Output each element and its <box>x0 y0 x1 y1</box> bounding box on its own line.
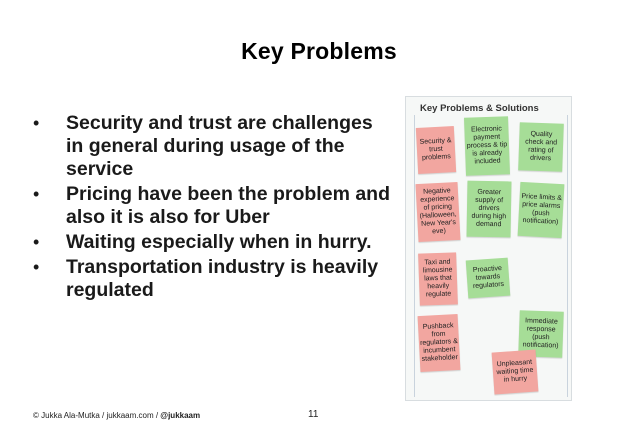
problems-solutions-figure <box>405 96 572 401</box>
slide-title: Key Problems <box>241 38 397 64</box>
bullet-dot: • <box>33 257 40 277</box>
sticky-note-negative: Negative experience of pricing (Halloween, New Year's eve) <box>416 182 461 242</box>
sticky-note-proactive: Proactive towards regulators <box>466 258 511 299</box>
bullet-item <box>33 256 393 302</box>
sticky-note-pushback: Pushback from regulators & incumbent stakeholder <box>418 314 461 372</box>
bullet-dot: • <box>33 232 40 252</box>
sticky-note-electronic: Electronic payment process & tip is already included <box>464 116 510 176</box>
bullet-dot: • <box>33 184 40 204</box>
bullet-text: Pricing have been the problem and also it is also for Uber <box>66 183 390 228</box>
sticky-note-immediate: Immediate response (push notification) <box>518 310 564 358</box>
footer-copyright <box>33 411 200 420</box>
bullet-list <box>33 112 393 304</box>
bullet-dot: • <box>33 113 40 133</box>
sticky-note-unpleasant: Unpleasant waiting time in hurry <box>492 350 539 395</box>
sticky-note-taxi-laws: Taxi and limousine laws that heavily regulate <box>418 252 458 305</box>
bullet-item <box>33 231 393 254</box>
sticky-note-security: Security & trust problems <box>416 126 456 174</box>
bullet-item <box>33 112 393 181</box>
sticky-note-quality: Quality check and rating of drivers <box>518 122 564 172</box>
bullet-item <box>33 183 393 229</box>
bullet-text: Security and trust are challenges in general during usage of the service <box>66 112 373 180</box>
page-number: 11 <box>308 409 319 420</box>
twitter-handle: @jukkaam <box>160 411 201 420</box>
figure-title: Key Problems & Solutions <box>420 103 539 114</box>
sticky-note-board <box>414 115 568 397</box>
bullet-text: Waiting especially when in hurry. <box>66 231 372 253</box>
sticky-note-supply: Greater supply of drivers during high demand <box>467 181 512 238</box>
sticky-note-price-limits: Price limits & price alarms (push notification) <box>518 182 565 238</box>
copyright-text: © Jukka Ala-Mutka / jukkaam.com / <box>33 411 161 420</box>
bullet-text: Transportation industry is heavily regulated <box>66 256 379 301</box>
